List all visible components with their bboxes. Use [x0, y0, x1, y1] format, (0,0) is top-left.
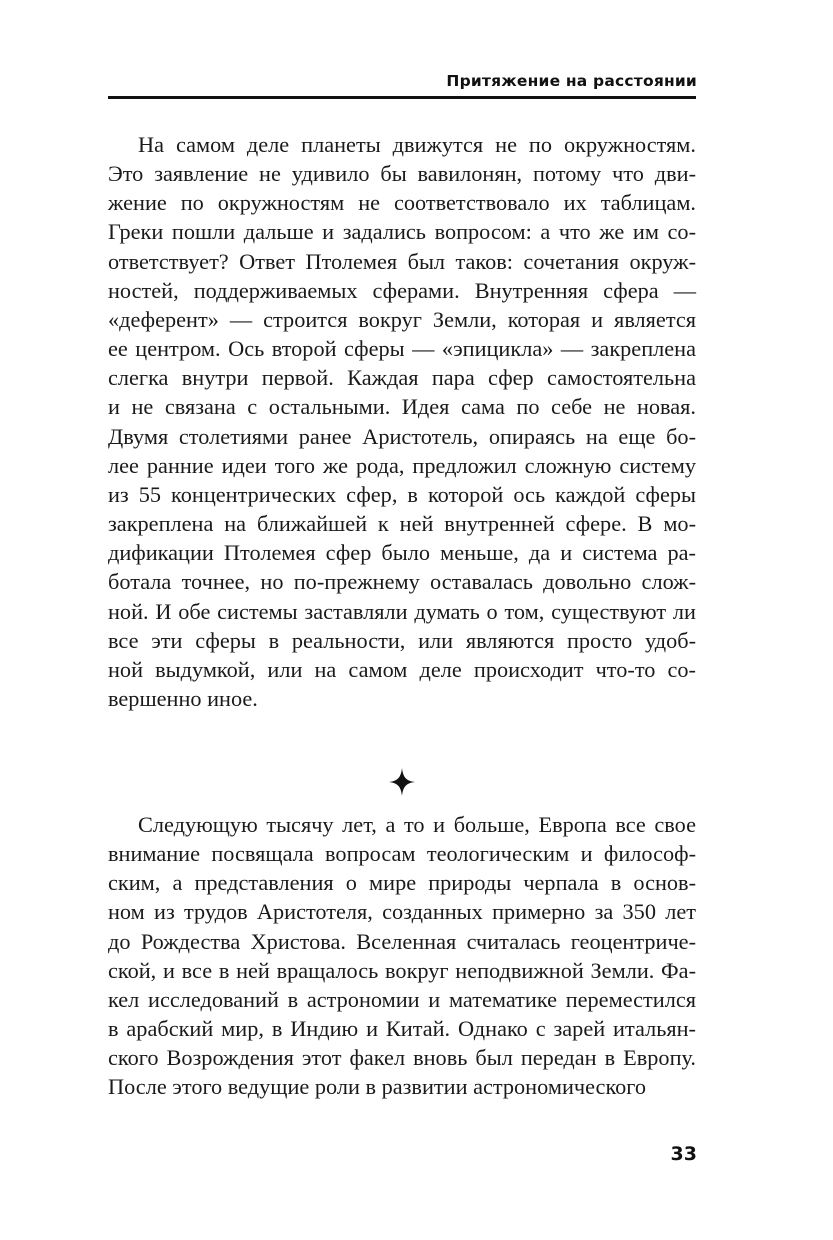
paragraph-1	[108, 130, 696, 713]
text-line: ботала точнее, но по-прежнему оставалась довольно слож-	[108, 569, 696, 595]
text-line: «деферент» — строится вокруг Земли, которая и является	[108, 306, 696, 332]
text-line: Двумя столетиями ранее Аристотель, опираясь на еще бо-	[108, 423, 696, 449]
text-line: ской, и все в ней вращалось вокруг неподвижной Земли. Фа-	[108, 957, 696, 983]
text-line: слегка внутри первой. Каждая пара сфер самостоятельна	[108, 365, 696, 391]
text-line: На самом деле планеты движутся не по окружностям.	[138, 132, 696, 157]
text-line: закреплена на ближайшей к ней внутренней сфере. В мо-	[108, 511, 696, 537]
page-number: 33	[670, 1143, 697, 1165]
text-line: до Рождества Христова. Вселенная считалась геоцентриче-	[108, 928, 696, 954]
section-break-star-icon	[389, 768, 415, 796]
text-line: ной. И обе системы заставляли думать о том, существуют ли	[108, 598, 696, 624]
text-line: лее ранние идеи того же рода, предложил сложную систему	[108, 452, 696, 478]
text-line: вершенно иное.	[108, 685, 258, 711]
text-line: ее центром. Ось второй сферы — «эпицикла» — закреплена	[108, 336, 696, 362]
text-line: Следующую тысячу лет, а то и больше, Европа все свое	[138, 812, 696, 837]
text-line: внимание посвящала вопросам теологическим и философ-	[108, 841, 696, 867]
text-line: Это заявление не удивило бы вавилонян, потому что дви-	[108, 161, 696, 187]
text-line: все эти сферы в реальности, или являются просто удоб-	[108, 627, 696, 653]
text-line: в арабский мир, в Индию и Китай. Однако с зарей итальян-	[108, 1016, 696, 1042]
text-line: ном из трудов Аристотеля, созданных примерно за 350 лет	[108, 899, 696, 925]
text-line: ответствует? Ответ Птолемея был таков: сочетания окруж-	[108, 248, 696, 274]
text-line: ностей, поддерживаемых сферами. Внутренняя сфера —	[108, 277, 696, 303]
header-divider	[108, 96, 696, 99]
text-line: жение по окружностям не соответствовало их таблицам.	[108, 190, 696, 216]
text-line: из 55 концентрических сфер, в которой ось каждой сферы	[108, 481, 696, 507]
text-line: После этого ведущие роли в развитии астрономического	[108, 1074, 647, 1100]
text-line: кел исследований в астрономии и математике переместился	[108, 986, 696, 1012]
paragraph-2	[108, 810, 696, 1102]
text-line: ского Возрождения этот факел вновь был передан в Европу.	[108, 1045, 696, 1071]
running-header-title: Притяжение на расстоянии	[446, 72, 697, 90]
text-line: ной выдумкой, или на самом деле происходит что-то со-	[108, 656, 696, 682]
text-line: и не связана с остальными. Идея сама по себе не новая.	[108, 394, 696, 420]
text-line: Греки пошли дальше и задались вопросом: а что же им со-	[108, 219, 696, 245]
text-line: дификации Птолемея сфер было меньше, да и система ра-	[108, 540, 696, 566]
text-line: ским, а представления о мире природы черпала в основ-	[108, 870, 696, 896]
